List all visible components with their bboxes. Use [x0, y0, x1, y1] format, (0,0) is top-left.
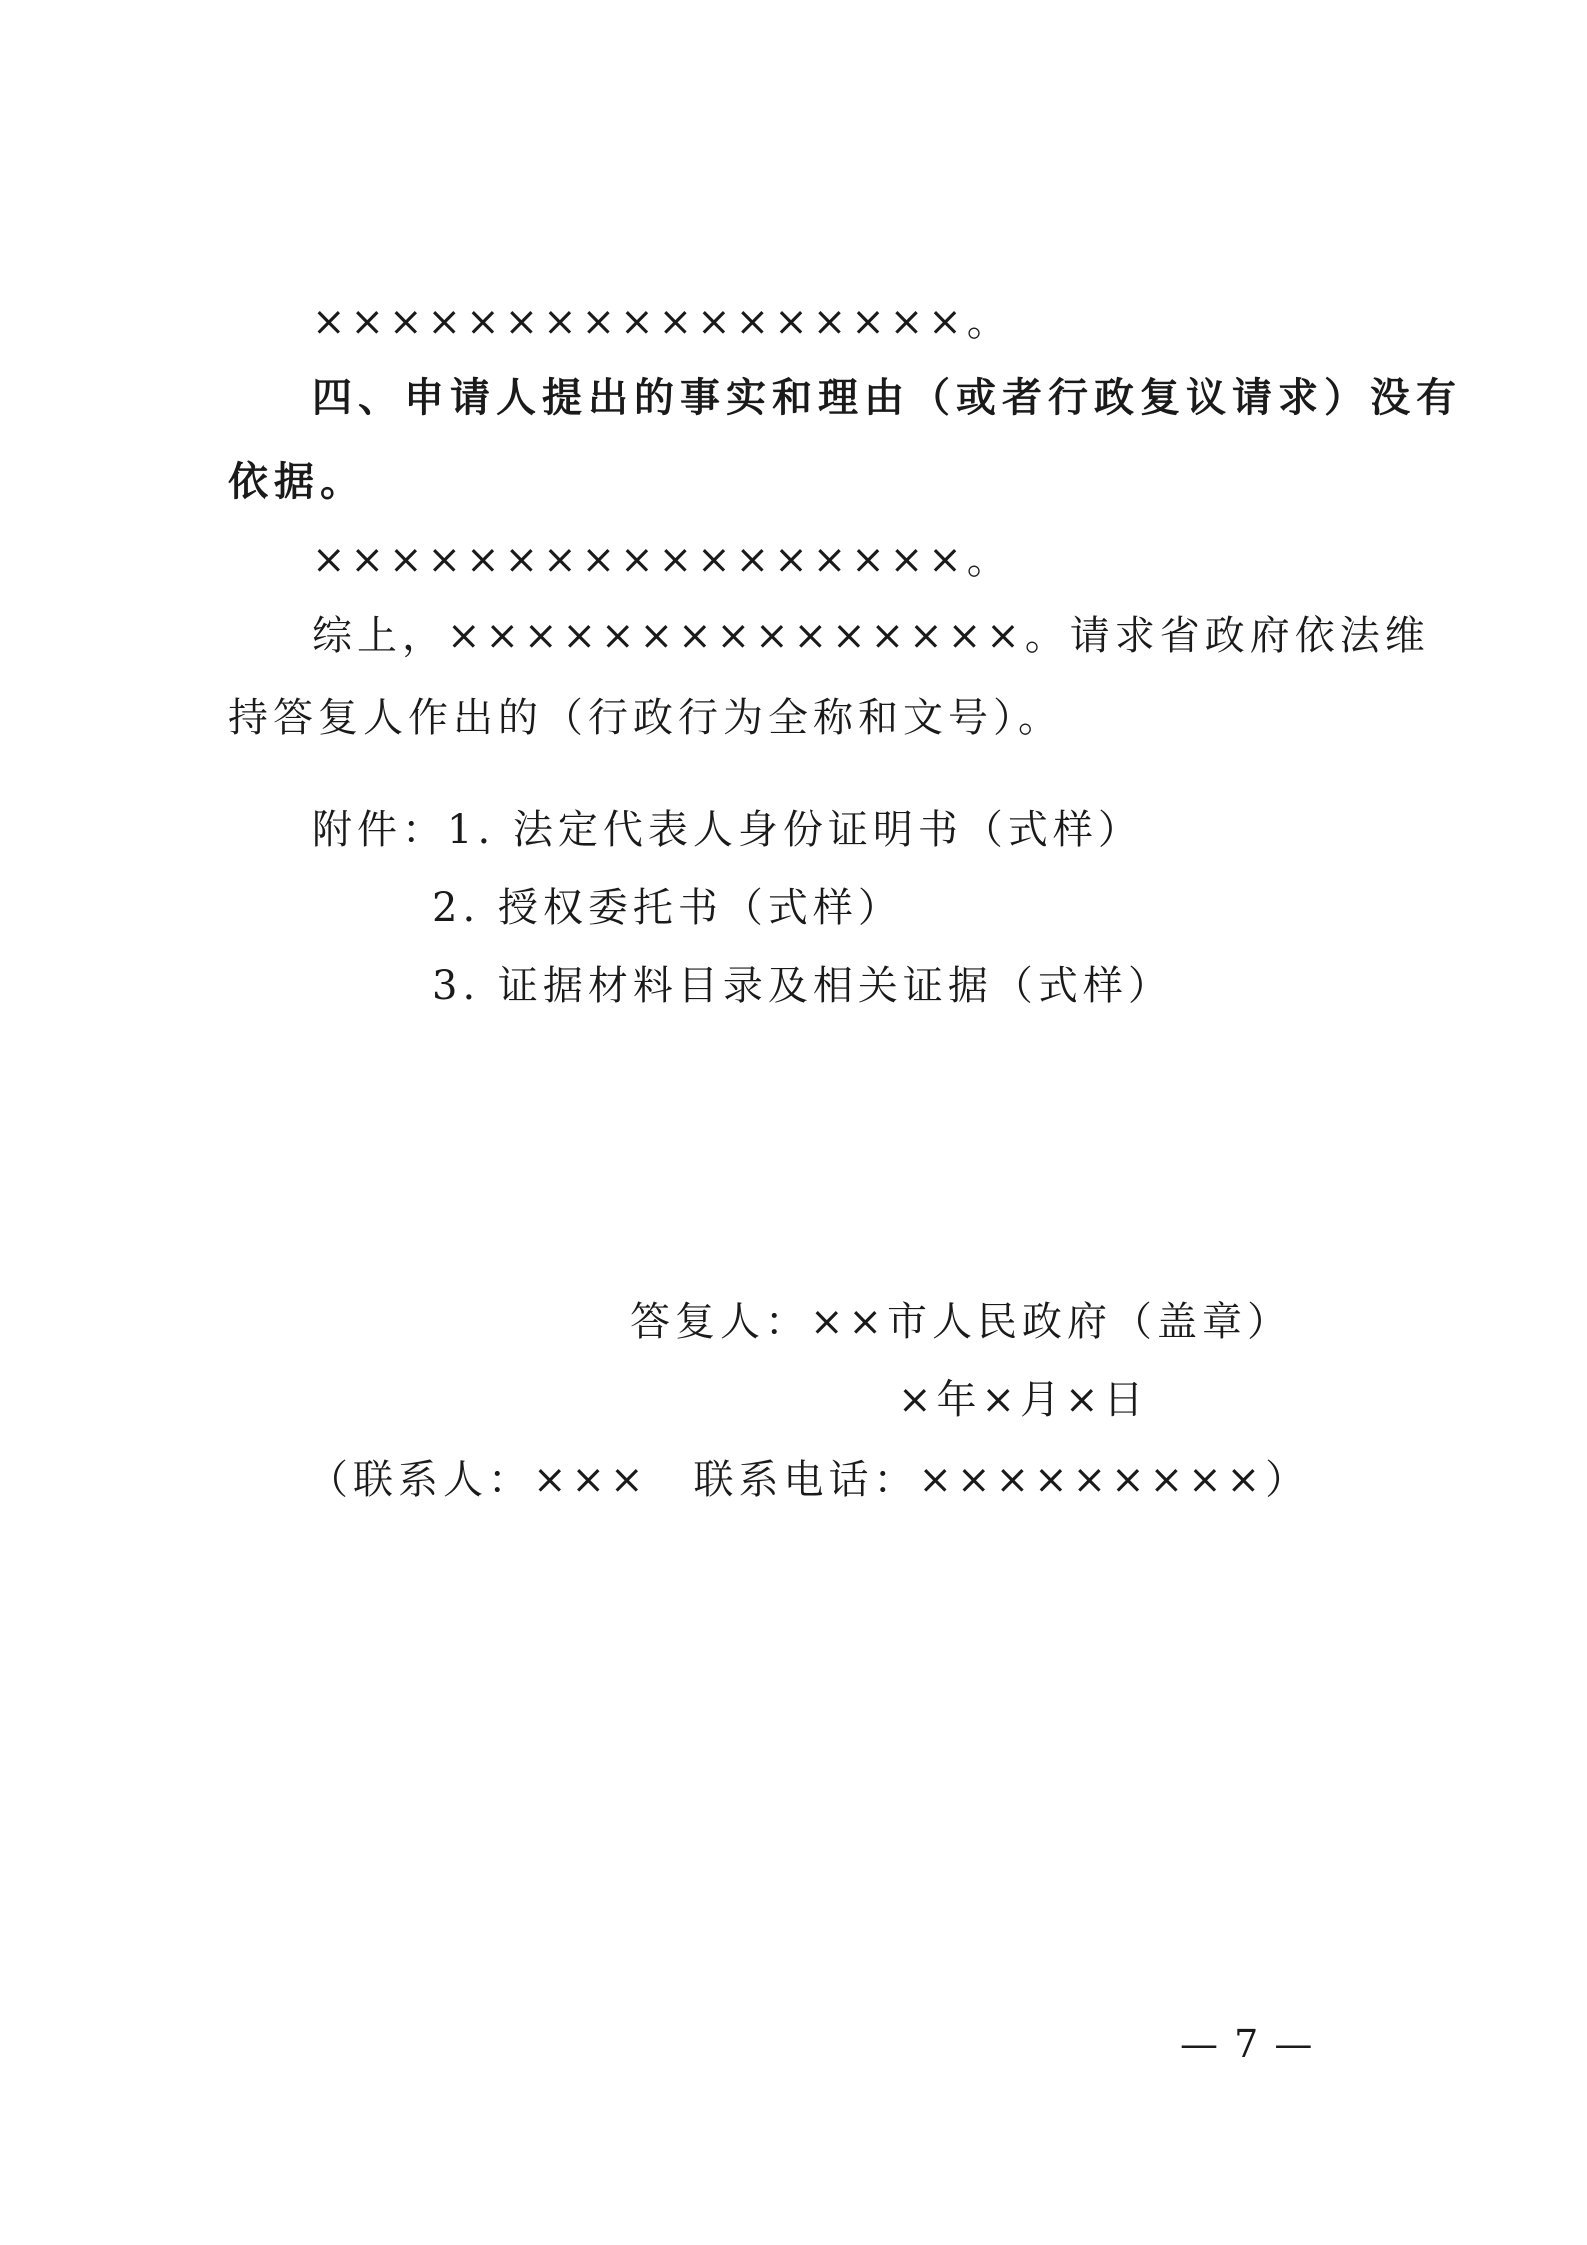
- signature-line: 答复人：××市人民政府（盖章）: [630, 1299, 1293, 1345]
- section-heading-4-continued: 依据。: [228, 459, 366, 505]
- paragraph-placeholder-2: ×××××××××××××××××。: [312, 537, 1012, 583]
- attachment-item-1: 附件：1. 法定代表人身份证明书（式样）: [312, 807, 1143, 853]
- attachment-item-2: 2. 授权委托书（式样）: [432, 885, 903, 931]
- page-number: — 7 —: [1180, 2022, 1315, 2066]
- summary-paragraph-continued: 持答复人作出的（行政行为全称和文号）。: [228, 695, 1063, 741]
- date-line: ×年×月×日: [898, 1377, 1149, 1423]
- section-heading-4: 四、申请人提出的事实和理由（或者行政复议请求）没有: [312, 375, 1462, 421]
- summary-paragraph: 综上，×××××××××××××××。请求省政府依法维: [312, 613, 1430, 659]
- contact-line: （联系人：××× 联系电话：×××××××××）: [308, 1457, 1311, 1503]
- attachment-item-3: 3. 证据材料目录及相关证据（式样）: [432, 963, 1173, 1009]
- paragraph-placeholder-1: ×××××××××××××××××。: [312, 299, 1012, 345]
